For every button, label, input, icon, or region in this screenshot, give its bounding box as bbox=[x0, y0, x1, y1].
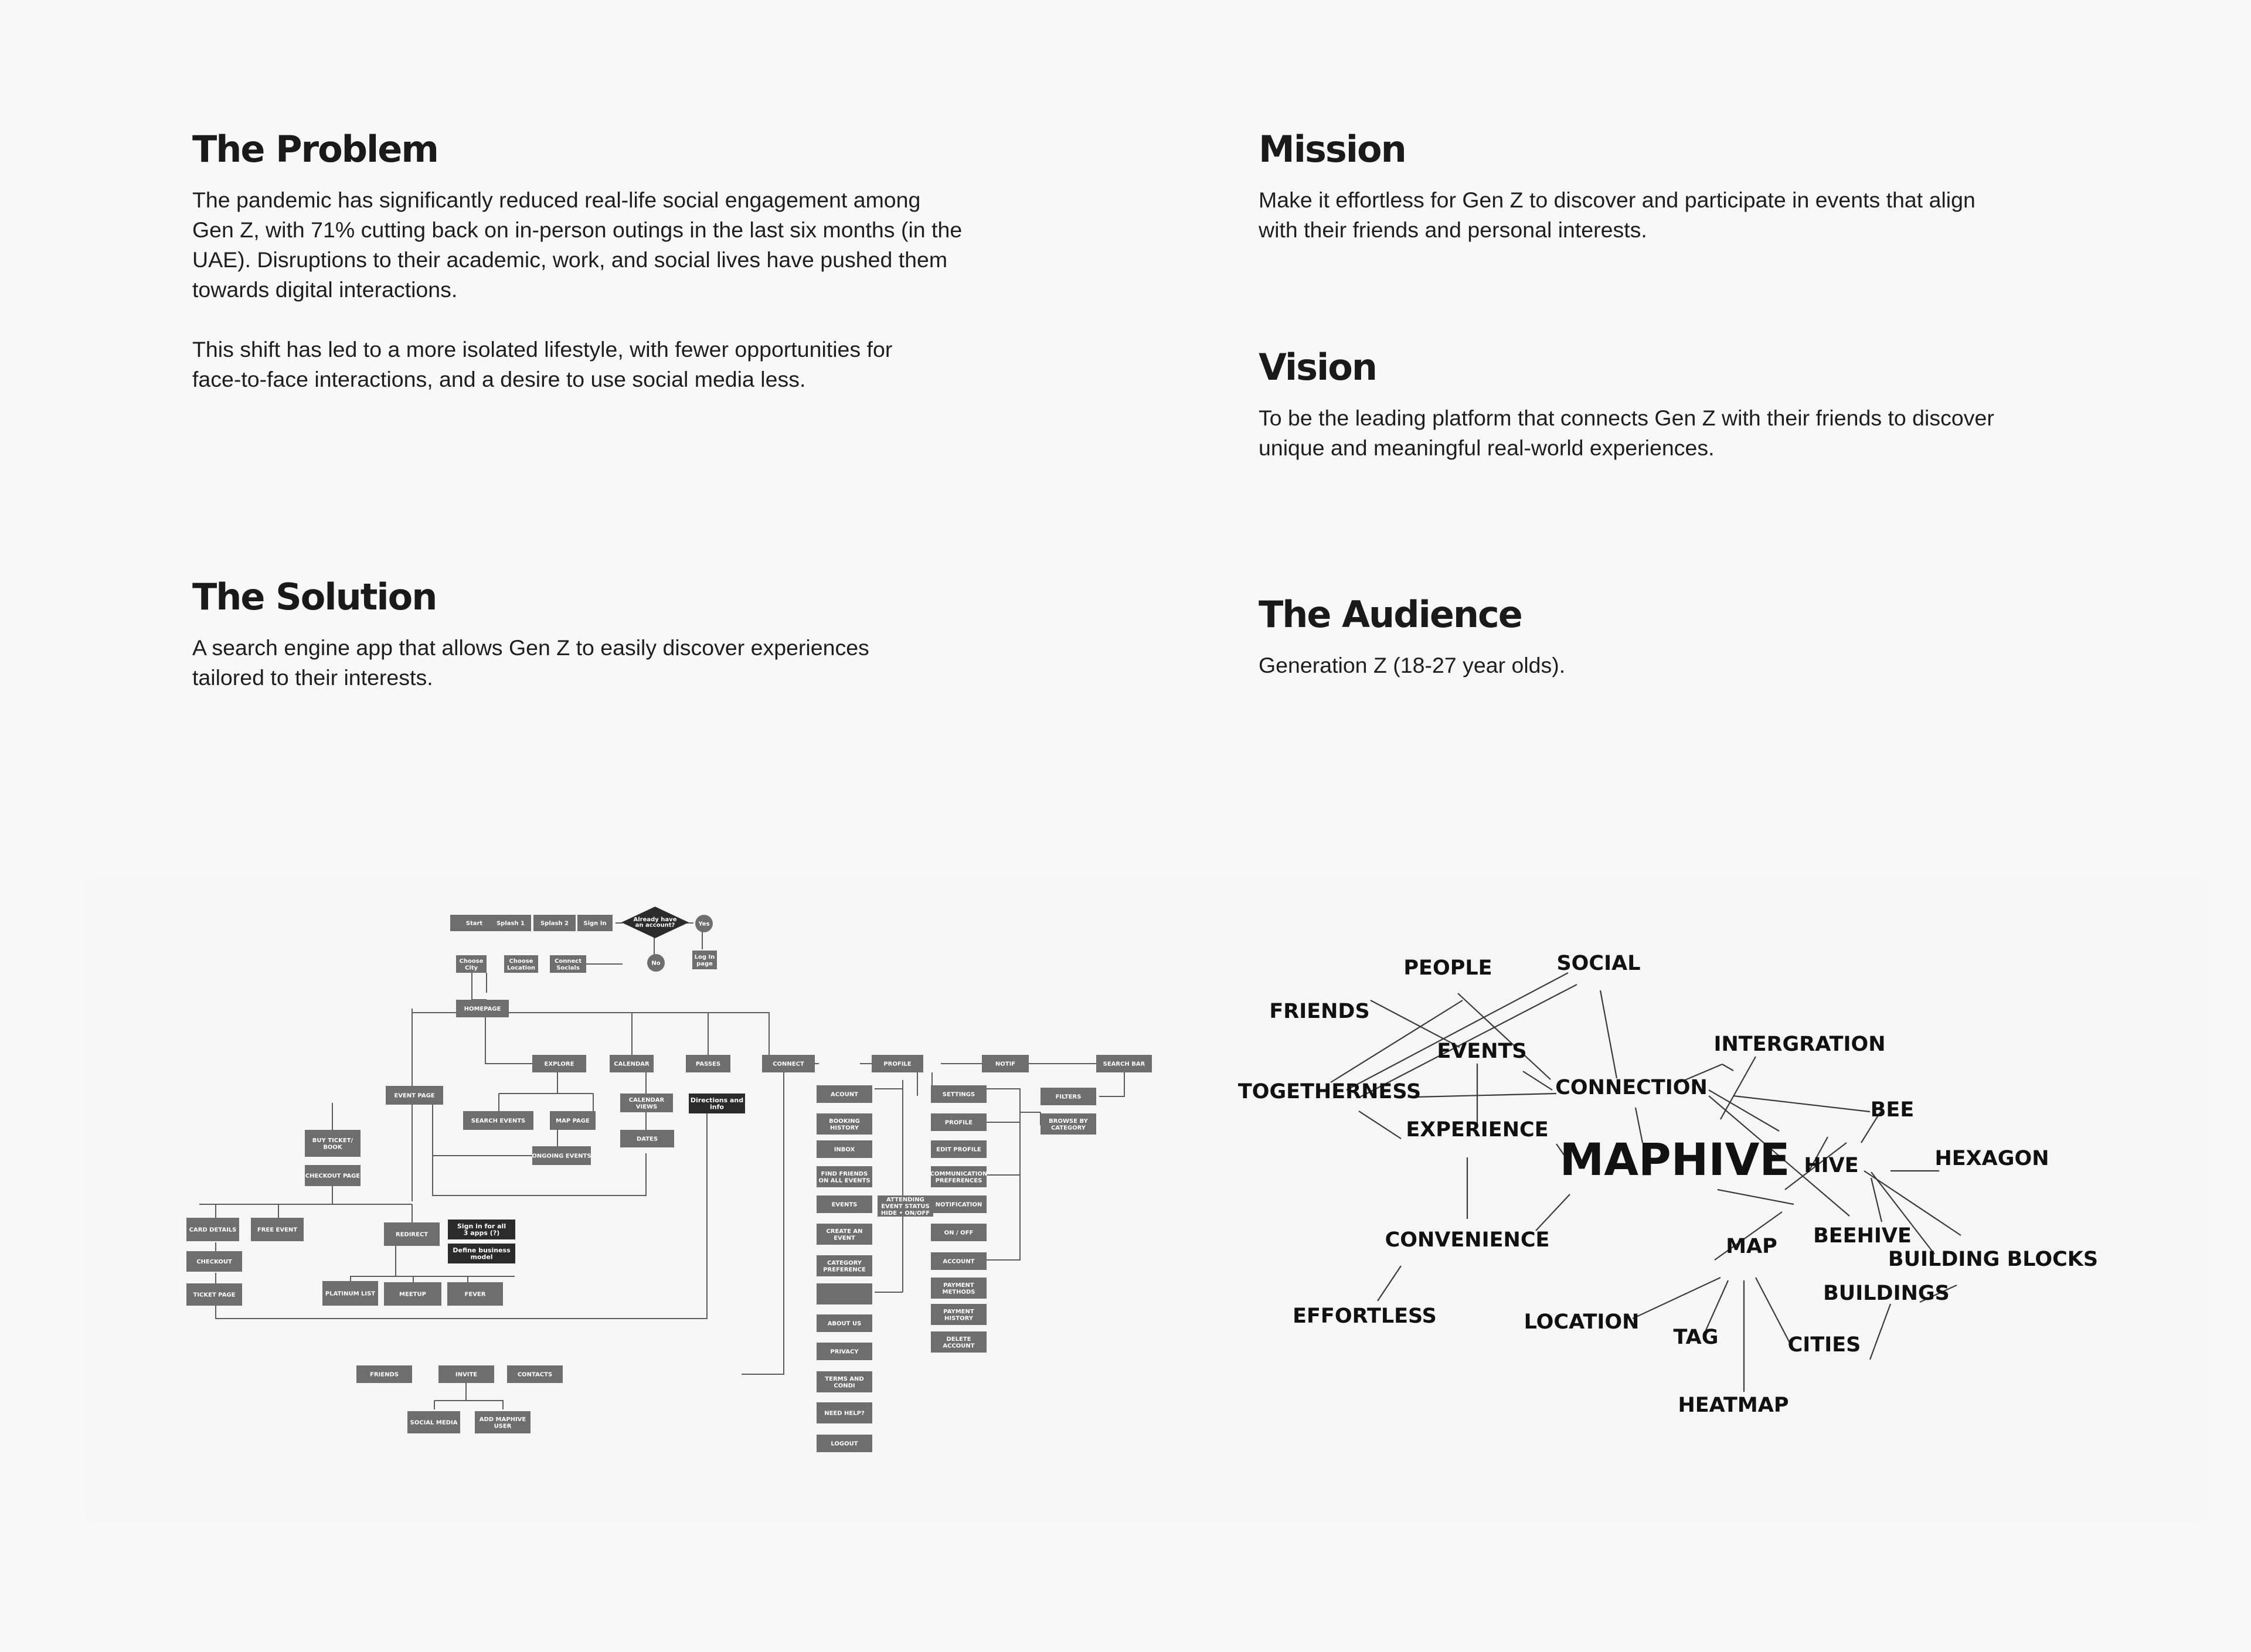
mind-map-word: BEE bbox=[1870, 1098, 1915, 1122]
text-line: Generation Z (18-27 year olds). bbox=[1259, 653, 1566, 677]
flow-node-label: BROWSE BY CATEGORY bbox=[1049, 1118, 1088, 1132]
mind-map-word: EFFORTLESS bbox=[1293, 1304, 1437, 1328]
mind-map-word: CONNECTION bbox=[1555, 1076, 1708, 1099]
flow-node-label: FREE EVENT bbox=[257, 1227, 298, 1234]
mind-map-word: INTERGRATION bbox=[1713, 1033, 1886, 1056]
mind-map-word: HIVE bbox=[1804, 1154, 1859, 1177]
flow-node-label: EDIT PROFILE bbox=[936, 1146, 981, 1153]
text-line: towards digital interactions. bbox=[192, 277, 458, 302]
mind-map-word: TAG bbox=[1673, 1326, 1719, 1349]
mind-map-word: HEXAGON bbox=[1934, 1147, 2049, 1170]
mind-map-words bbox=[1238, 952, 2098, 1417]
flow-node-label: NOTIF bbox=[995, 1061, 1016, 1068]
solution-title: The Solution bbox=[192, 575, 437, 618]
flow-node-label: PAYMENT METHODS bbox=[942, 1282, 975, 1296]
text-line: UAE). Disruptions to their academic, work, and social lives have pushed them bbox=[192, 247, 948, 272]
flow-node-label: DELETE ACCOUNT bbox=[943, 1336, 975, 1350]
flow-node-label: ACOUNT bbox=[831, 1091, 858, 1098]
mind-map-word: BUILDINGS bbox=[1823, 1282, 1950, 1305]
flow-node-label: ADD MAPHIVE USER bbox=[479, 1416, 526, 1430]
flow-node-label: CHECKOUT PAGE bbox=[305, 1173, 361, 1180]
flow-node-label: PAYMENT HISTORY bbox=[943, 1308, 974, 1322]
flow-node-label: PRIVACY bbox=[830, 1348, 859, 1355]
flow-node-label: Choose Location bbox=[506, 958, 536, 972]
text-line: This shift has led to a more isolated lifestyle, with fewer opportunities for bbox=[192, 337, 893, 362]
mind-map-word: BEEHIVE bbox=[1813, 1224, 1912, 1248]
mind-map-word: CONVENIENCE bbox=[1385, 1228, 1550, 1252]
mind-map-word: EVENTS bbox=[1437, 1040, 1527, 1063]
flow-node-label: NEED HELP? bbox=[824, 1410, 865, 1417]
flow-node-label: SOCIAL MEDIA bbox=[410, 1419, 458, 1426]
flow-node-label: CONTACTS bbox=[517, 1371, 553, 1378]
flow-node-label: SEARCH BAR bbox=[1103, 1061, 1145, 1068]
mission-title: Mission bbox=[1259, 128, 1406, 171]
mind-map-word: CITIES bbox=[1787, 1333, 1861, 1357]
flow-node-label: CREATE AN EVENT bbox=[826, 1228, 863, 1242]
text-line: unique and meaningful real-world experiences. bbox=[1259, 435, 1715, 460]
flow-node-label: TICKET PAGE bbox=[193, 1292, 236, 1299]
flow-node-label: ATTENDING EVENT STATUS HIDE • ON/OFF bbox=[880, 1197, 930, 1217]
text-line: To be the leading platform that connects Gen Z with their friends to discover bbox=[1259, 406, 1994, 430]
flow-node-label: BOOKING HISTORY bbox=[829, 1118, 860, 1132]
flow-node-label: Splash 2 bbox=[540, 920, 569, 927]
flow-node-label: CHECKOUT bbox=[196, 1259, 232, 1265]
mind-map-word: LOCATION bbox=[1524, 1310, 1640, 1334]
text-line: A search engine app that allows Gen Z to easily discover experiences bbox=[192, 635, 869, 660]
flow-node-label: FILTERS bbox=[1055, 1094, 1082, 1101]
flow-node-label: MAP PAGE bbox=[556, 1118, 590, 1125]
flow-node-label: SETTINGS bbox=[942, 1091, 975, 1098]
text-line: The pandemic has significantly reduced real-life social engagement among bbox=[192, 188, 921, 212]
flow-node-label: EVENT PAGE bbox=[394, 1092, 435, 1099]
flow-node-label: PASSES bbox=[695, 1061, 721, 1068]
flow-node-label: ACCOUNT bbox=[943, 1258, 975, 1265]
text-line: tailored to their interests. bbox=[192, 665, 433, 690]
flow-node-label: FRIENDS bbox=[370, 1371, 399, 1378]
flow-node-label: COMMUNICATION PREFERENCES bbox=[930, 1170, 988, 1184]
text-line: face-to-face interactions, and a desire to use social media less. bbox=[192, 367, 806, 391]
flow-node-label: Log In page bbox=[694, 953, 715, 968]
flow-node-label: TERMS AND CONDI bbox=[825, 1375, 864, 1389]
problem-title: The Problem bbox=[192, 128, 438, 171]
flow-node-label: PROFILE bbox=[944, 1119, 973, 1126]
flow-node-label: MEETUP bbox=[399, 1291, 426, 1298]
flow-node-label: INBOX bbox=[834, 1146, 855, 1153]
flow-node-label: ABOUT US bbox=[827, 1320, 862, 1327]
flow-node-label: CATEGORY PREFERENCE bbox=[823, 1259, 866, 1273]
flow-node-label: CALENDAR VIEWS bbox=[628, 1096, 665, 1111]
mind-map-word: FRIENDS bbox=[1269, 1000, 1370, 1023]
flow-node-label: Directions and info bbox=[690, 1096, 744, 1111]
flow-node-label: LOGOUT bbox=[831, 1440, 858, 1447]
flow-node-label: PROFILE bbox=[883, 1061, 912, 1068]
flow-node-label: Already have an account? bbox=[633, 917, 677, 929]
flow-node-label: FEVER bbox=[464, 1291, 486, 1298]
text-line: Make it effortless for Gen Z to discover and participate in events that align bbox=[1259, 188, 1975, 212]
flow-node-label: Sign In bbox=[583, 920, 607, 927]
flow-node-label: CARD DETAILS bbox=[189, 1227, 237, 1234]
flow-node-label: PLATINUM LIST bbox=[325, 1290, 376, 1297]
flow-node-label: DATES bbox=[636, 1136, 658, 1143]
flow-node-label: Splash 1 bbox=[496, 920, 525, 927]
mind-map-word: HEATMAP bbox=[1678, 1394, 1789, 1417]
flow-node-label: EVENTS bbox=[831, 1201, 858, 1208]
text-line: Gen Z, with 71% cutting back on in-person outings in the last six months (in the bbox=[192, 217, 963, 242]
flow-node-label: Define business model bbox=[453, 1246, 511, 1261]
mind-map-word: TOGETHERNESS bbox=[1237, 1080, 1422, 1103]
flow-node-label: No bbox=[651, 960, 661, 967]
flow-node-label: BUY TICKET/ BOOK bbox=[312, 1137, 353, 1151]
flow-node-label: ONGOING EVENTS bbox=[532, 1153, 591, 1160]
flow-node-label: Yes bbox=[698, 921, 710, 928]
flow-node-label: Start bbox=[465, 920, 483, 927]
flow-node-label: HOMEPAGE bbox=[464, 1006, 501, 1013]
mind-map-center: MAPHIVE bbox=[1559, 1133, 1790, 1186]
mind-map-word: BUILDING BLOCKS bbox=[1888, 1248, 2099, 1271]
flow-node-label: SEARCH EVENTS bbox=[471, 1118, 526, 1125]
flow-node-label: EXPLORE bbox=[544, 1061, 574, 1068]
audience-title: The Audience bbox=[1259, 593, 1522, 636]
flow-node-label: Choose City bbox=[459, 958, 484, 972]
flow-node-label: NOTIFICATION bbox=[935, 1201, 982, 1208]
text-line: with their friends and personal interests. bbox=[1259, 217, 1647, 242]
flow-node-label: CALENDAR bbox=[614, 1061, 650, 1068]
flow-node-label: FIND FRIENDS ON ALL EVENTS bbox=[818, 1170, 871, 1184]
flow-node-label: Connect Socials bbox=[555, 958, 582, 972]
vision-title: Vision bbox=[1259, 346, 1377, 389]
mind-map-word: SOCIAL bbox=[1556, 952, 1641, 975]
flow-node-label: INVITE bbox=[455, 1371, 478, 1378]
flow-node-label: REDIRECT bbox=[395, 1231, 429, 1238]
flow-node-label: CONNECT bbox=[773, 1061, 804, 1068]
mind-map-word: MAP bbox=[1726, 1235, 1777, 1258]
flow-node-label: Sign in for all 3 apps (?) bbox=[457, 1222, 506, 1237]
mind-map-word: PEOPLE bbox=[1403, 956, 1492, 980]
mind-map-word: EXPERIENCE bbox=[1406, 1118, 1549, 1142]
flow-node-label: ON / OFF bbox=[944, 1229, 974, 1237]
